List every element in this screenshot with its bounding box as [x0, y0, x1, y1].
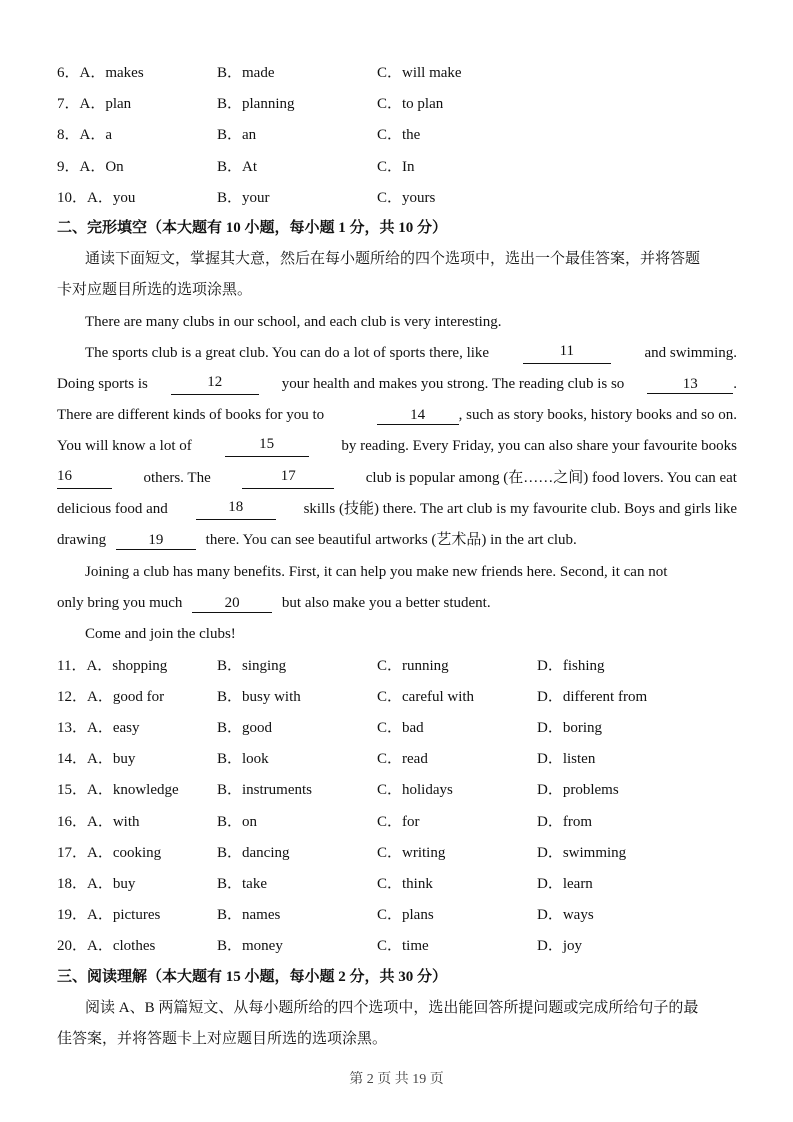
passage-p2-line3: [57, 404, 737, 426]
option-a: [57, 187, 135, 209]
option-c: C．to plan: [377, 96, 444, 113]
option-a: [57, 873, 135, 895]
option-a: [57, 124, 112, 146]
passage-p4: Come and join the clubs!: [85, 626, 236, 642]
page-number: 第 2 页 共 19 页: [349, 1072, 444, 1087]
passage-p3-line1: [85, 561, 737, 583]
option-c: C．running: [377, 658, 449, 674]
question-number: 15．: [57, 782, 88, 799]
option-a: [57, 935, 155, 957]
option-c: C．yours: [377, 189, 436, 206]
option-a: [57, 904, 160, 926]
text: but also make you a better student.: [281, 595, 491, 611]
text: skills (技能) there. The art club is my favourite club. Boys and girls like: [303, 501, 737, 517]
option-c: C．careful with: [377, 689, 475, 706]
text: The sports club is a great club. You can do a lot of sports there, like: [85, 345, 490, 361]
passage-p2-line6: [57, 498, 737, 520]
option-b: B．good: [217, 720, 273, 737]
option-b: B．busy with: [217, 689, 301, 706]
question-number: 13．: [57, 720, 88, 737]
section2-heading: 二、完形填空（本大题有 10 小题，每小题 1 分，共 10 分）: [57, 220, 448, 236]
option-a-text: A．cooking: [87, 844, 162, 861]
option-b: B．made: [217, 65, 275, 81]
question-number: 9．: [57, 158, 80, 175]
option-a-text: A．good for: [87, 689, 165, 706]
passage-p2-line1: [85, 342, 737, 364]
section2-instruction: [85, 248, 737, 270]
question-number: 12．: [57, 689, 88, 706]
question-number: 16．: [57, 813, 88, 830]
text: by reading. Every Friday, you can also share your favourite books: [341, 438, 737, 454]
option-a-text: A．pictures: [87, 906, 161, 923]
option-d: D．joy: [537, 937, 583, 954]
text: Joining a club has many benefits. First, it can help you make new friends here. Second, it can not: [85, 564, 668, 580]
option-d: D．fishing: [537, 658, 605, 674]
text: your health and makes you strong. The reading club is so: [281, 376, 625, 392]
option-c: C．In: [377, 158, 415, 175]
option-a-text: A．buy: [87, 875, 136, 892]
option-c: C．think: [377, 875, 433, 892]
blank-11: 11: [523, 342, 611, 364]
text: There are different kinds of books for you to: [57, 407, 325, 423]
option-b: B．on: [217, 813, 258, 830]
option-c: C．for: [377, 813, 420, 830]
question-number: 10．: [57, 189, 88, 206]
option-c: C．will make: [377, 65, 462, 81]
option-d: D．ways: [537, 906, 594, 923]
text: there. You can see beautiful artworks (艺术品) in the art club.: [205, 532, 577, 548]
question-number: 6．: [57, 65, 80, 81]
option-b: B．dancing: [217, 844, 290, 861]
blank-15: 15: [225, 435, 309, 457]
question-number: 14．: [57, 751, 88, 768]
question-number: 18．: [57, 875, 88, 892]
option-a-text: A．with: [87, 813, 140, 830]
option-a: [57, 62, 144, 84]
option-a-text: A．makes: [79, 65, 144, 81]
section3-instruction-cont: 佳答案，并将答题卡上对应题目所选的选项涂黑。: [57, 1031, 388, 1047]
text: only bring you much: [57, 595, 183, 611]
option-c: C．writing: [377, 844, 446, 861]
option-a: [57, 748, 135, 770]
option-b: B．your: [217, 189, 270, 206]
passage-p3-line2: [57, 592, 737, 614]
text: , such as story books, history books and so on.: [458, 407, 737, 423]
text: Doing sports is: [57, 376, 148, 392]
text: delicious food and: [57, 501, 168, 517]
passage-p2-line7: [57, 529, 737, 551]
option-a-text: A．you: [87, 189, 136, 206]
option-b: B．singing: [217, 658, 287, 674]
option-a: [57, 686, 164, 708]
option-d: D．boring: [537, 720, 602, 737]
page-footer: [0, 1068, 793, 1088]
question-number: 7．: [57, 96, 80, 113]
option-a: [57, 811, 140, 833]
option-a: [57, 842, 161, 864]
blank-18: 18: [196, 498, 276, 520]
option-c: C．plans: [377, 906, 434, 923]
option-d: D．problems: [537, 782, 619, 799]
option-d: D．from: [537, 813, 592, 830]
option-c: C．bad: [377, 720, 424, 737]
option-a: [57, 779, 179, 801]
question-number: 20．: [57, 937, 88, 954]
option-c: C．the: [377, 127, 421, 144]
passage-p2-line2: [57, 373, 737, 395]
question-number: 19．: [57, 906, 88, 923]
blank-19: 19: [116, 531, 196, 550]
section2-instruction-cont: 卡对应题目所选的选项涂黑。: [57, 282, 253, 298]
blank-13: 13: [647, 375, 733, 394]
option-c: C．holidays: [377, 782, 453, 799]
option-d: D．different from: [537, 689, 648, 706]
option-a-text: A．a: [79, 127, 113, 144]
option-b: B．take: [217, 875, 267, 892]
instruction-line-1: 阅读 A、B 两篇短文、从每小题所给的四个选项中，选出能回答所提问题或完成所给句子的最: [85, 1000, 699, 1016]
question-number: 8．: [57, 127, 80, 144]
option-b: B．names: [217, 906, 281, 923]
option-a-text: A．buy: [87, 751, 136, 768]
blank-16: 16: [57, 467, 112, 489]
option-b: B．planning: [217, 96, 295, 113]
option-d: D．learn: [537, 875, 593, 892]
option-a-text: A．On: [79, 158, 124, 175]
option-d: D．swimming: [537, 844, 627, 861]
text: and swimming.: [644, 345, 737, 361]
option-b: B．an: [217, 127, 257, 144]
option-c: C．read: [377, 751, 428, 768]
option-a: [57, 717, 140, 739]
option-b: B．instruments: [217, 782, 313, 799]
text: You will know a lot of: [57, 438, 192, 454]
option-a-text: A．knowledge: [87, 782, 179, 799]
option-a: [57, 93, 131, 115]
option-a: [57, 156, 124, 178]
option-a-text: A．shopping: [86, 658, 168, 674]
passage-p2-line4: [57, 435, 737, 457]
section3-instruction: [85, 997, 737, 1019]
passage-p2-line5: [57, 467, 737, 489]
option-a-text: A．clothes: [87, 937, 156, 954]
question-number: 17．: [57, 844, 88, 861]
blank-17: 17: [242, 467, 334, 489]
option-a-text: A．plan: [79, 96, 132, 113]
option-d: D．listen: [537, 751, 596, 768]
text: drawing: [57, 532, 107, 548]
text: club is popular among (在……之间) food lovers. You can eat: [365, 470, 737, 486]
option-c: C．time: [377, 937, 429, 954]
instruction-line-1: 通读下面短文，掌握其大意，然后在每小题所给的四个选项中，选出一个最佳答案，并将答题: [85, 251, 701, 267]
text: others. The: [143, 470, 211, 486]
blank-12: 12: [171, 373, 259, 395]
option-b: B．look: [217, 751, 269, 768]
passage-p1: There are many clubs in our school, and each club is very interesting.: [85, 314, 502, 330]
blank-20: 20: [192, 594, 272, 613]
option-a: [57, 655, 167, 677]
question-number: 11．: [57, 658, 87, 674]
option-a-text: A．easy: [87, 720, 140, 737]
option-b: B．At: [217, 158, 258, 175]
option-b: B．money: [217, 937, 283, 954]
blank-14: 14: [377, 406, 459, 425]
text: .: [733, 376, 737, 392]
section3-heading: 三、阅读理解（本大题有 15 小题，每小题 2 分，共 30 分）: [57, 969, 448, 985]
